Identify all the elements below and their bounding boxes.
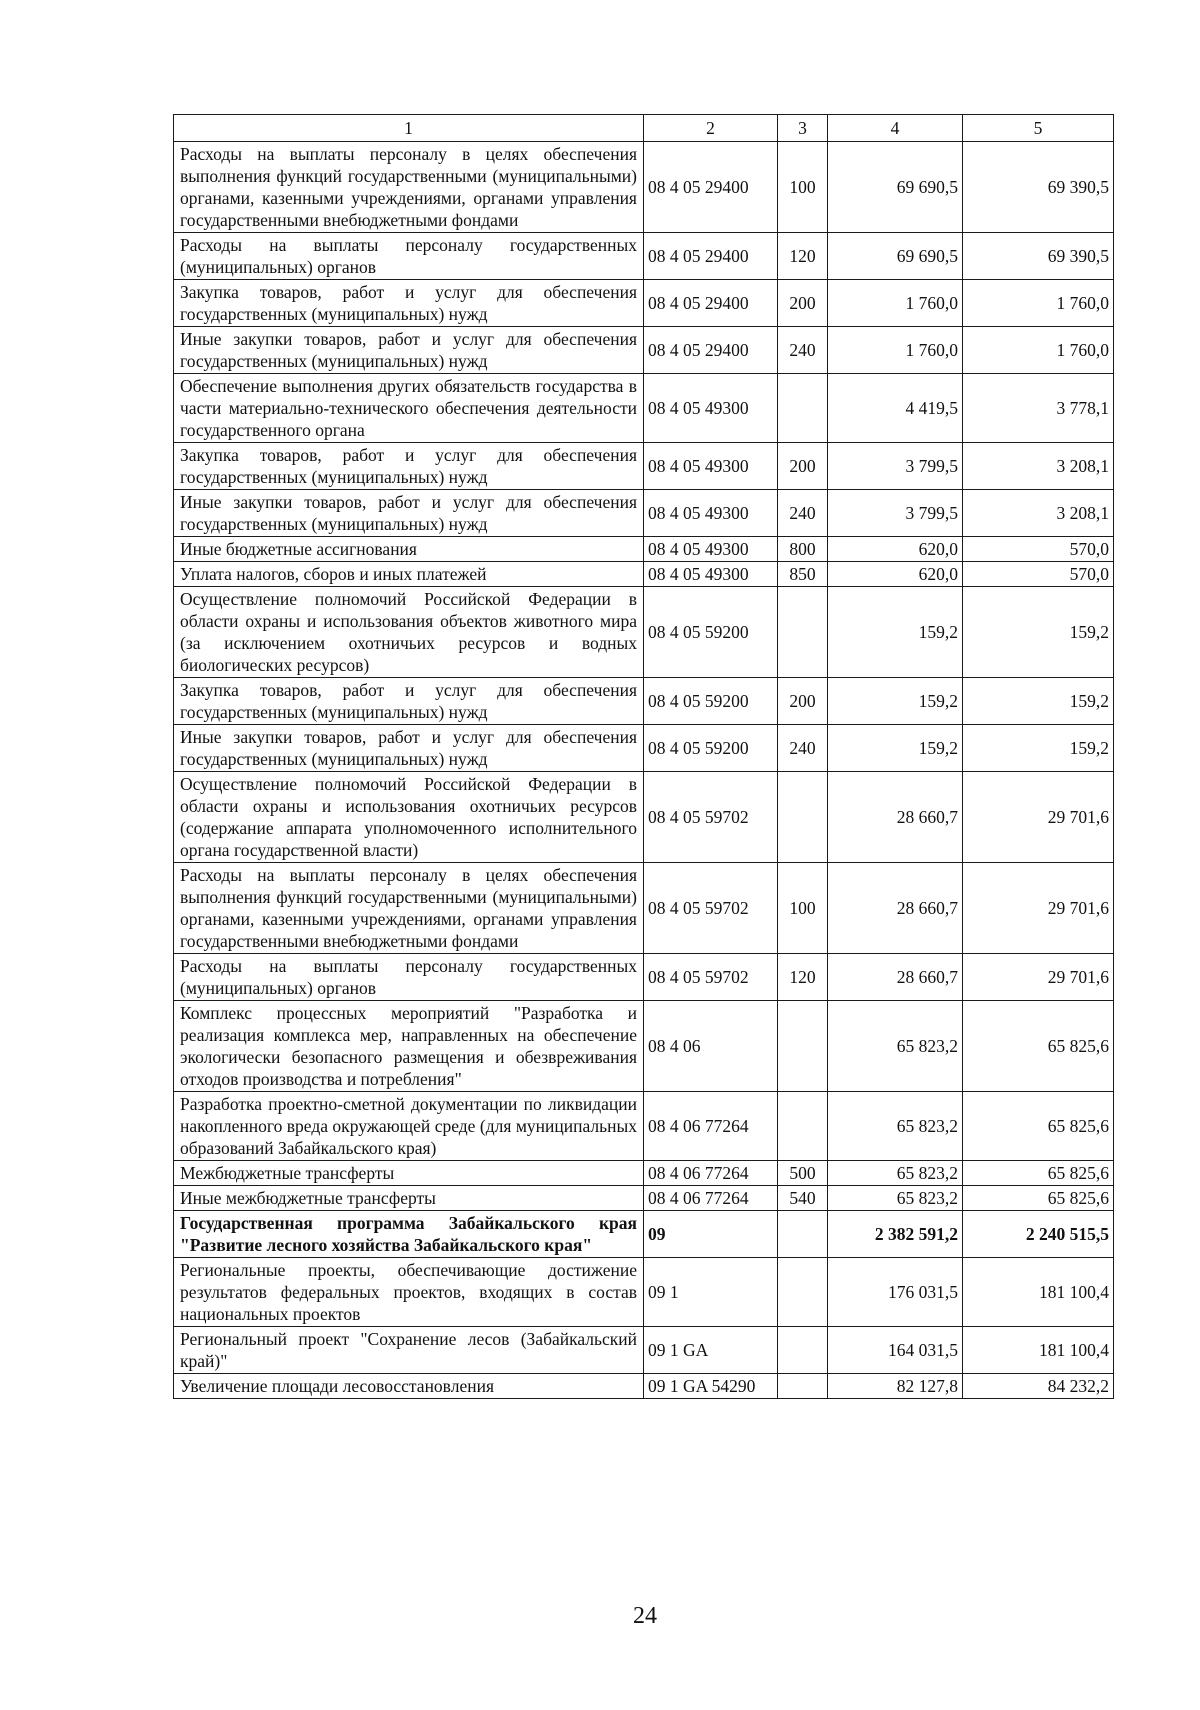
row-expense-type-cell: 100 xyxy=(778,863,828,954)
row-expense-type-cell: 240 xyxy=(778,490,828,537)
row-year2-amount-cell: 65 825,6 xyxy=(963,1186,1114,1211)
row-code-cell: 08 4 05 49300 xyxy=(644,490,778,537)
row-expense-type-cell xyxy=(778,1258,828,1327)
row-year2-amount-cell: 29 701,6 xyxy=(963,954,1114,1001)
row-year1-amount-cell: 28 660,7 xyxy=(828,772,963,863)
row-name-cell: Иные закупки товаров, работ и услуг для обеспечения государственных (муниципальных) нужд xyxy=(174,725,644,772)
row-year2-amount-cell: 159,2 xyxy=(963,678,1114,725)
row-code-cell: 08 4 05 29400 xyxy=(644,142,778,233)
budget-table xyxy=(173,114,1114,1399)
row-year1-amount-cell: 176 031,5 xyxy=(828,1258,963,1327)
row-year1-amount-cell: 65 823,2 xyxy=(828,1186,963,1211)
table-row xyxy=(174,1258,1114,1327)
row-year2-amount-cell: 65 825,6 xyxy=(963,1092,1114,1161)
row-year2-amount-cell: 159,2 xyxy=(963,587,1114,678)
row-code-cell: 09 1 GA xyxy=(644,1327,778,1374)
table-row xyxy=(174,1327,1114,1374)
table-row xyxy=(174,1092,1114,1161)
row-name-cell: Увеличение площади лесовосстановления xyxy=(174,1374,644,1399)
table-row xyxy=(174,772,1114,863)
table-row xyxy=(174,1186,1114,1211)
table-row xyxy=(174,863,1114,954)
table-row xyxy=(174,142,1114,233)
table-header-row xyxy=(174,115,1114,142)
row-code-cell: 08 4 06 77264 xyxy=(644,1186,778,1211)
row-expense-type-cell: 100 xyxy=(778,142,828,233)
row-expense-type-cell xyxy=(778,1374,828,1399)
row-year1-amount-cell: 620,0 xyxy=(828,562,963,587)
row-year2-amount-cell: 181 100,4 xyxy=(963,1258,1114,1327)
row-code-cell: 08 4 05 59702 xyxy=(644,954,778,1001)
row-code-cell: 09 xyxy=(644,1211,778,1258)
row-year1-amount-cell: 1 760,0 xyxy=(828,280,963,327)
row-year2-amount-cell: 570,0 xyxy=(963,537,1114,562)
row-name-cell: Закупка товаров, работ и услуг для обеспечения государственных (муниципальных) нужд xyxy=(174,678,644,725)
row-expense-type-cell: 120 xyxy=(778,954,828,1001)
row-year2-amount-cell: 3 778,1 xyxy=(963,374,1114,443)
row-expense-type-cell: 200 xyxy=(778,678,828,725)
row-name-cell: Осуществление полномочий Российской Федерации в области охраны и использования объектов животного мира (за исключением охотничьих ресурсов и водных биологических ресурсов) xyxy=(174,587,644,678)
row-name-cell: Разработка проектно-сметной документации по ликвидации накопленного вреда окружающей среде (для муниципальных образований Забайкальского края) xyxy=(174,1092,644,1161)
table-row xyxy=(174,1161,1114,1186)
row-expense-type-cell xyxy=(778,1001,828,1092)
row-year2-amount-cell: 84 232,2 xyxy=(963,1374,1114,1399)
table-row xyxy=(174,1374,1114,1399)
row-expense-type-cell: 500 xyxy=(778,1161,828,1186)
row-code-cell: 08 4 06 xyxy=(644,1001,778,1092)
header-col-2: 2 xyxy=(644,115,778,142)
row-name-cell: Расходы на выплаты персоналу в целях обеспечения выполнения функций государственными (муниципальными) органами, казенными учреждениями, органами управления государственными внебюджетными фондами xyxy=(174,142,644,233)
row-year1-amount-cell: 3 799,5 xyxy=(828,443,963,490)
row-name-cell: Иные бюджетные ассигнования xyxy=(174,537,644,562)
row-expense-type-cell xyxy=(778,587,828,678)
table-row xyxy=(174,562,1114,587)
header-col-3: 3 xyxy=(778,115,828,142)
row-code-cell: 08 4 05 29400 xyxy=(644,233,778,280)
row-code-cell: 08 4 05 29400 xyxy=(644,280,778,327)
row-name-cell: Расходы на выплаты персоналу в целях обеспечения выполнения функций государственными (муниципальными) органами, казенными учреждениями, органами управления государственными внебюджетными фондами xyxy=(174,863,644,954)
row-year2-amount-cell: 159,2 xyxy=(963,725,1114,772)
row-year1-amount-cell: 159,2 xyxy=(828,725,963,772)
row-name-cell: Закупка товаров, работ и услуг для обеспечения государственных (муниципальных) нужд xyxy=(174,443,644,490)
row-code-cell: 08 4 05 59702 xyxy=(644,772,778,863)
row-year2-amount-cell: 570,0 xyxy=(963,562,1114,587)
row-year2-amount-cell: 3 208,1 xyxy=(963,490,1114,537)
header-col-5: 5 xyxy=(963,115,1114,142)
row-code-cell: 08 4 05 49300 xyxy=(644,537,778,562)
row-name-cell: Региональные проекты, обеспечивающие достижение результатов федеральных проектов, входящих в состав национальных проектов xyxy=(174,1258,644,1327)
row-year1-amount-cell: 69 690,5 xyxy=(828,233,963,280)
row-year2-amount-cell: 69 390,5 xyxy=(963,233,1114,280)
table-row xyxy=(174,954,1114,1001)
row-code-cell: 08 4 06 77264 xyxy=(644,1092,778,1161)
row-year2-amount-cell: 29 701,6 xyxy=(963,863,1114,954)
row-year1-amount-cell: 82 127,8 xyxy=(828,1374,963,1399)
row-year1-amount-cell: 28 660,7 xyxy=(828,954,963,1001)
table-row xyxy=(174,1211,1114,1258)
row-expense-type-cell: 120 xyxy=(778,233,828,280)
row-year2-amount-cell: 1 760,0 xyxy=(963,327,1114,374)
row-name-cell: Иные закупки товаров, работ и услуг для обеспечения государственных (муниципальных) нужд xyxy=(174,327,644,374)
row-name-cell: Государственная программа Забайкальского края "Развитие лесного хозяйства Забайкальского края" xyxy=(174,1211,644,1258)
row-code-cell: 08 4 05 49300 xyxy=(644,562,778,587)
row-expense-type-cell: 200 xyxy=(778,280,828,327)
row-year1-amount-cell: 3 799,5 xyxy=(828,490,963,537)
row-year1-amount-cell: 4 419,5 xyxy=(828,374,963,443)
row-year1-amount-cell: 2 382 591,2 xyxy=(828,1211,963,1258)
row-code-cell: 08 4 05 59702 xyxy=(644,863,778,954)
row-year2-amount-cell: 2 240 515,5 xyxy=(963,1211,1114,1258)
row-expense-type-cell xyxy=(778,1092,828,1161)
table-row xyxy=(174,490,1114,537)
row-code-cell: 08 4 05 29400 xyxy=(644,327,778,374)
row-code-cell: 08 4 05 59200 xyxy=(644,725,778,772)
row-code-cell: 08 4 05 59200 xyxy=(644,678,778,725)
row-year1-amount-cell: 65 823,2 xyxy=(828,1092,963,1161)
row-year1-amount-cell: 65 823,2 xyxy=(828,1161,963,1186)
row-expense-type-cell: 540 xyxy=(778,1186,828,1211)
row-year2-amount-cell: 181 100,4 xyxy=(963,1327,1114,1374)
row-year1-amount-cell: 65 823,2 xyxy=(828,1001,963,1092)
header-col-4: 4 xyxy=(828,115,963,142)
row-expense-type-cell xyxy=(778,1211,828,1258)
row-expense-type-cell xyxy=(778,374,828,443)
row-year1-amount-cell: 1 760,0 xyxy=(828,327,963,374)
row-year2-amount-cell: 65 825,6 xyxy=(963,1001,1114,1092)
table-row xyxy=(174,327,1114,374)
row-name-cell: Расходы на выплаты персоналу государственных (муниципальных) органов xyxy=(174,954,644,1001)
row-code-cell: 09 1 GA 54290 xyxy=(644,1374,778,1399)
table-row xyxy=(174,678,1114,725)
row-expense-type-cell xyxy=(778,1327,828,1374)
row-expense-type-cell xyxy=(778,772,828,863)
header-col-1: 1 xyxy=(174,115,644,142)
row-year1-amount-cell: 159,2 xyxy=(828,587,963,678)
row-name-cell: Расходы на выплаты персоналу государственных (муниципальных) органов xyxy=(174,233,644,280)
row-year2-amount-cell: 69 390,5 xyxy=(963,142,1114,233)
row-name-cell: Обеспечение выполнения других обязательств государства в части материально-технического обеспечения деятельности государственного органа xyxy=(174,374,644,443)
table-row xyxy=(174,233,1114,280)
table-row xyxy=(174,587,1114,678)
row-code-cell: 09 1 xyxy=(644,1258,778,1327)
table-row xyxy=(174,1001,1114,1092)
row-year1-amount-cell: 164 031,5 xyxy=(828,1327,963,1374)
row-name-cell: Осуществление полномочий Российской Федерации в области охраны и использования охотничьих ресурсов (содержание аппарата уполномоченного исполнительного органа государственной власти) xyxy=(174,772,644,863)
row-year2-amount-cell: 1 760,0 xyxy=(963,280,1114,327)
row-name-cell: Иные межбюджетные трансферты xyxy=(174,1186,644,1211)
row-year2-amount-cell: 3 208,1 xyxy=(963,443,1114,490)
row-name-cell: Иные закупки товаров, работ и услуг для обеспечения государственных (муниципальных) нужд xyxy=(174,490,644,537)
row-code-cell: 08 4 05 49300 xyxy=(644,443,778,490)
row-code-cell: 08 4 05 59200 xyxy=(644,587,778,678)
row-year1-amount-cell: 28 660,7 xyxy=(828,863,963,954)
table-row xyxy=(174,443,1114,490)
row-name-cell: Комплекс процессных мероприятий "Разработка и реализация комплекса мер, направленных на обеспечение экологически безопасного размещения и обезвреживания отходов производства и потребления" xyxy=(174,1001,644,1092)
row-expense-type-cell: 800 xyxy=(778,537,828,562)
row-year1-amount-cell: 159,2 xyxy=(828,678,963,725)
row-code-cell: 08 4 05 49300 xyxy=(644,374,778,443)
row-name-cell: Региональный проект "Сохранение лесов (Забайкальский край)" xyxy=(174,1327,644,1374)
table-row xyxy=(174,374,1114,443)
page-number: 24 xyxy=(633,1603,657,1629)
row-expense-type-cell: 200 xyxy=(778,443,828,490)
row-expense-type-cell: 850 xyxy=(778,562,828,587)
row-name-cell: Межбюджетные трансферты xyxy=(174,1161,644,1186)
row-year1-amount-cell: 69 690,5 xyxy=(828,142,963,233)
row-name-cell: Закупка товаров, работ и услуг для обеспечения государственных (муниципальных) нужд xyxy=(174,280,644,327)
row-name-cell: Уплата налогов, сборов и иных платежей xyxy=(174,562,644,587)
table-row xyxy=(174,537,1114,562)
table-row xyxy=(174,725,1114,772)
row-year1-amount-cell: 620,0 xyxy=(828,537,963,562)
row-expense-type-cell: 240 xyxy=(778,327,828,374)
table-body xyxy=(174,142,1114,1399)
table-row xyxy=(174,280,1114,327)
row-expense-type-cell: 240 xyxy=(778,725,828,772)
row-year2-amount-cell: 29 701,6 xyxy=(963,772,1114,863)
row-code-cell: 08 4 06 77264 xyxy=(644,1161,778,1186)
row-year2-amount-cell: 65 825,6 xyxy=(963,1161,1114,1186)
